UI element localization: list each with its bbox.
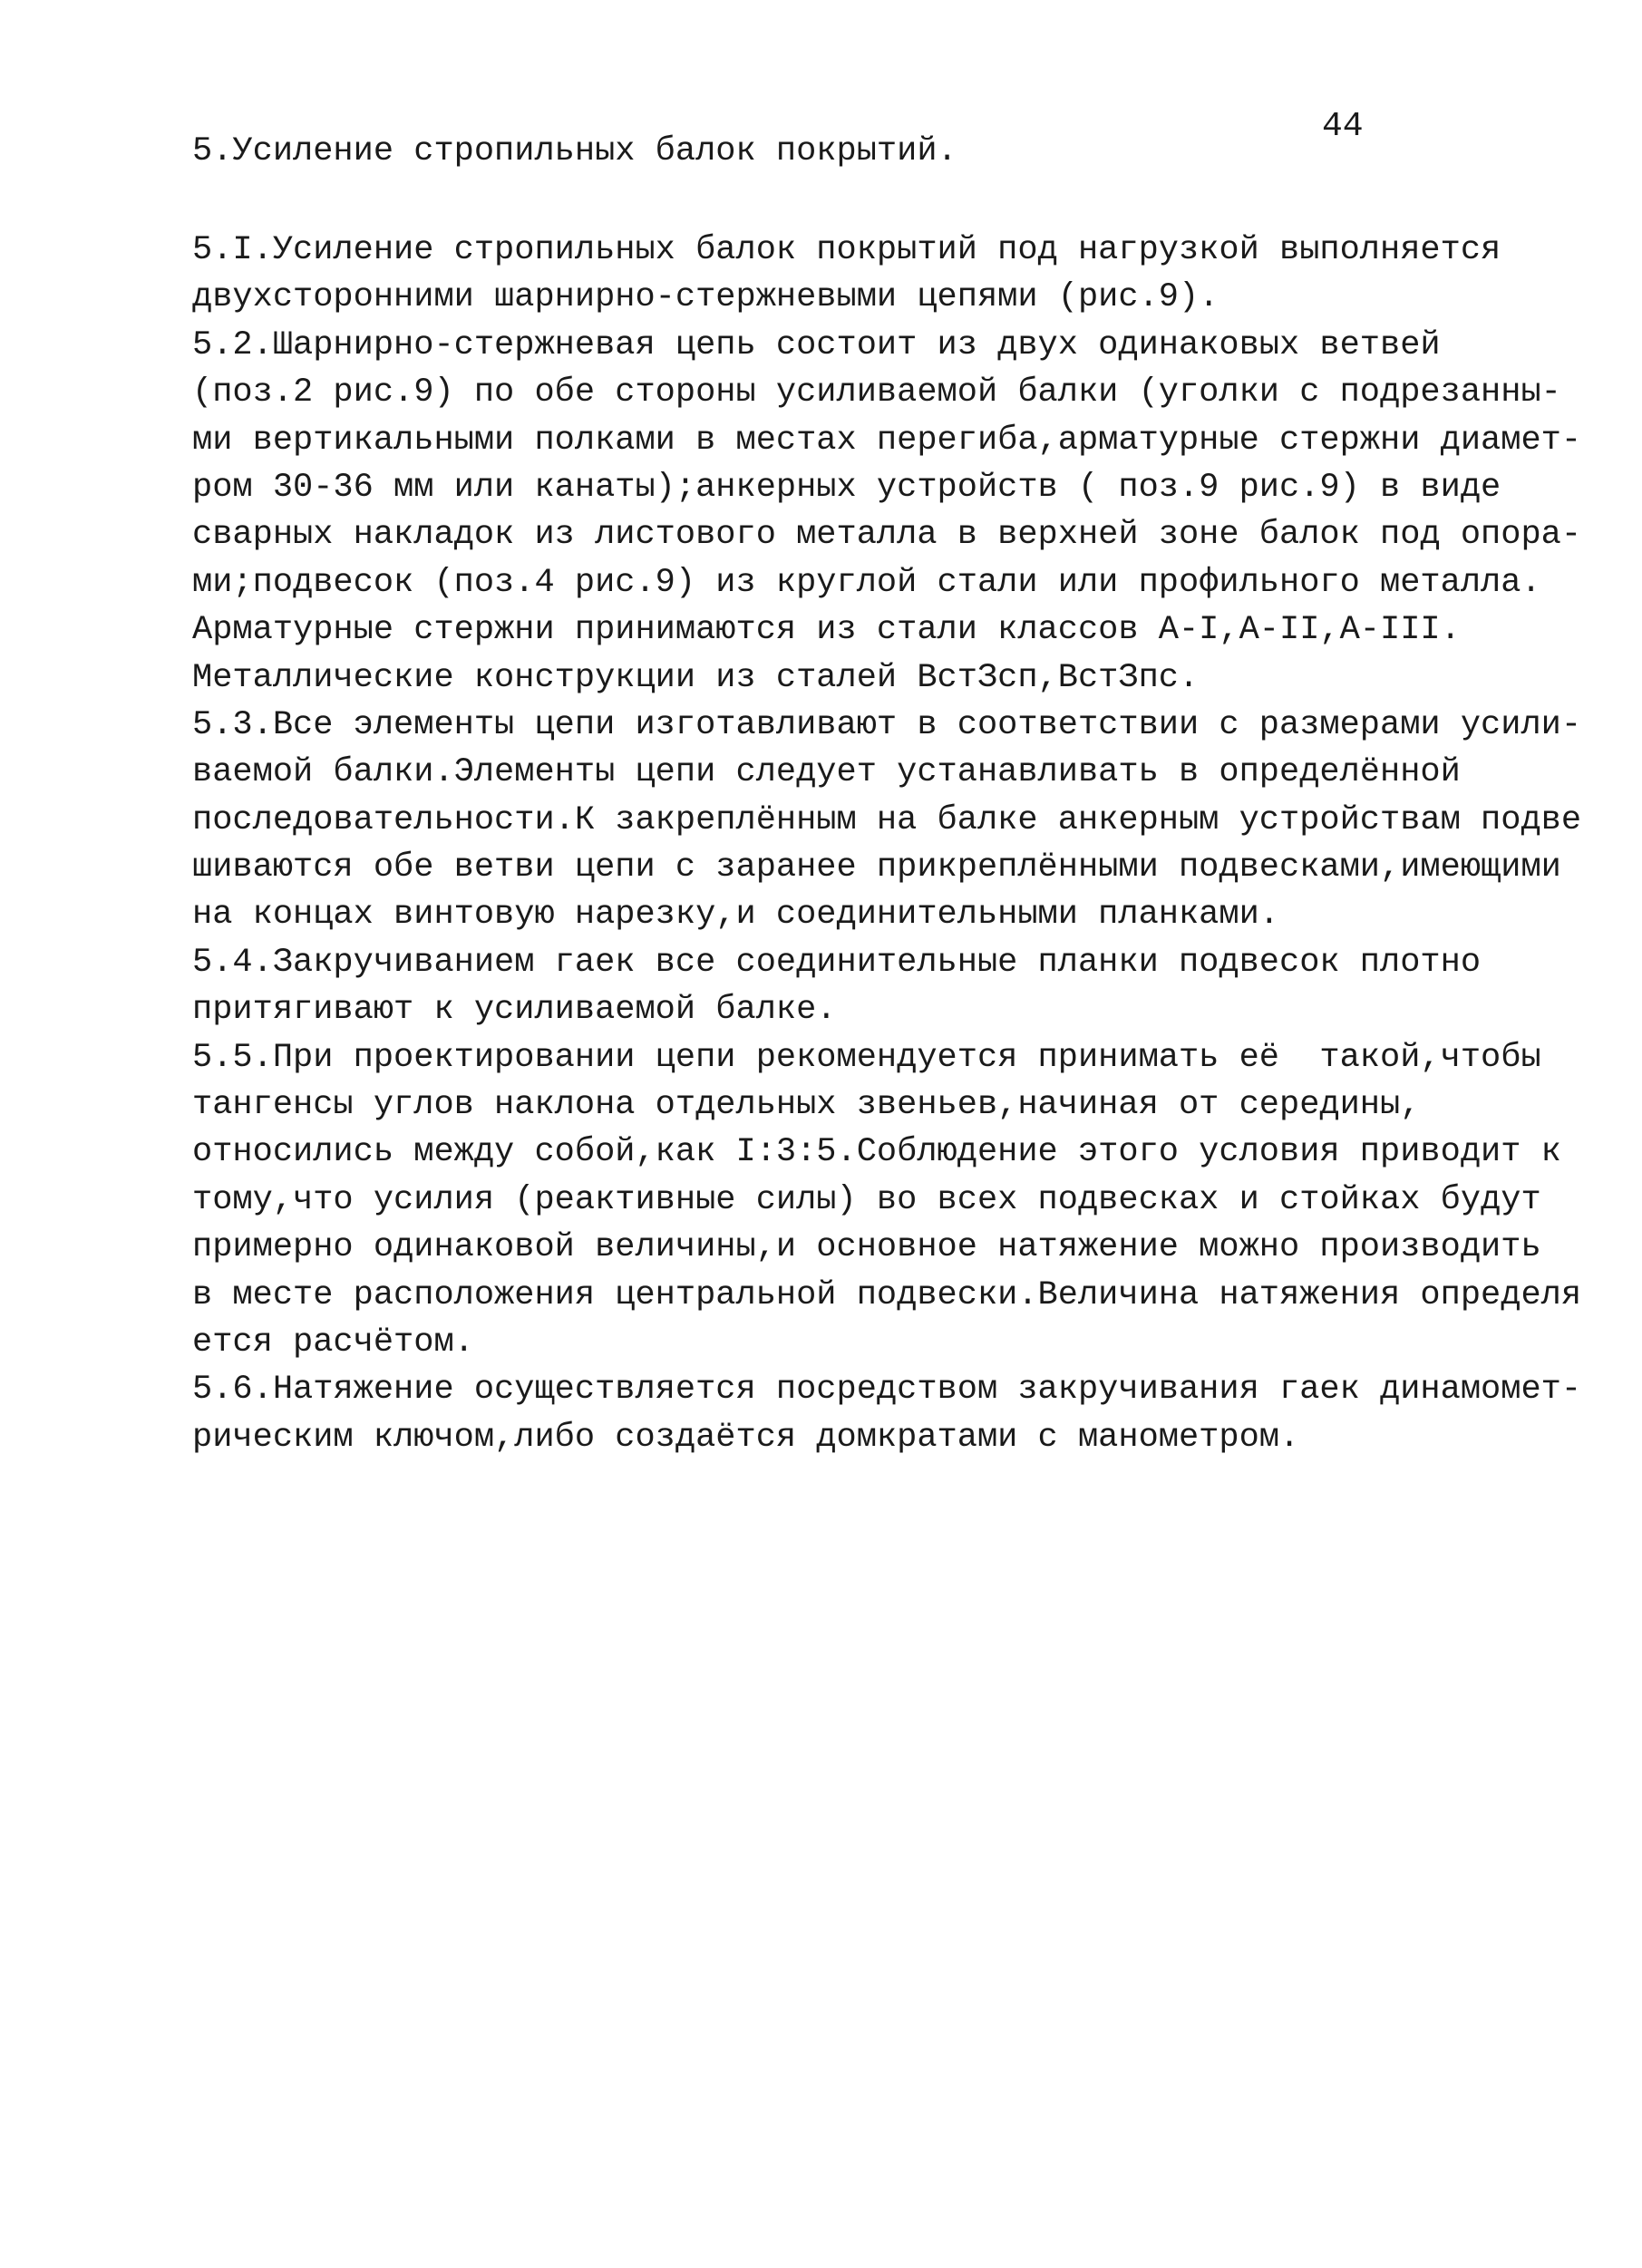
text-line: (поз.2 рис.9) по обе стороны усиливаемой балки (уголки с подрезанны-: [192, 373, 1561, 412]
text-line: ется расчётом.: [192, 1323, 474, 1362]
text-line: 5.I.Усиление стропильных балок покрытий под нагрузкой выполняется: [192, 231, 1501, 269]
text-line: тому,что усилия (реактивные силы) во всех подвесках и стойках будут: [192, 1180, 1541, 1219]
text-line: 5.3.Все элементы цепи изготавливают в соответствии с размерами усили-: [192, 705, 1582, 744]
text-line: 5.6.Натяжение осуществляется посредством закручивания гаек динамомет-: [192, 1371, 1582, 1410]
text-line: Металлические конструкции из сталей ВстЗсп,ВстЗпс.: [192, 658, 1200, 697]
body-text: [192, 227, 1582, 1461]
text-line: последовательности.К закреплённым на балке анкерным устройствам подве: [192, 800, 1582, 839]
page-number: 44: [1322, 107, 1364, 146]
text-line: 5.4.Закручиванием гаек все соединительные планки подвесок плотно: [192, 943, 1482, 982]
text-line: Арматурные стержни принимаются из стали классов А-I,А-II,А-III.: [192, 611, 1461, 650]
text-line: ром 30-36 мм или канаты);анкерных устройств ( поз.9 рис.9) в виде: [192, 468, 1501, 507]
text-line: шиваются обе ветви цепи с заранее прикреплёнными подвесками,имеющими: [192, 848, 1561, 887]
text-line: притягивают к усиливаемой балке.: [192, 991, 837, 1030]
text-line: 5.5.При проектировании цепи рекомендуется принимать её такой,чтобы: [192, 1038, 1541, 1077]
text-line: двухсторонними шарнирно-стержневыми цепями (рис.9).: [192, 278, 1219, 317]
text-line: примерно одинаковой величины,и основное натяжение можно производить: [192, 1228, 1541, 1267]
text-line: тангенсы углов наклона отдельных звеньев,начиная от середины,: [192, 1086, 1421, 1125]
text-line: относились между собой,как I:3:5.Соблюдение этого условия приводит к: [192, 1133, 1561, 1172]
text-line: рическим ключом,либо создаётся домкратами с манометром.: [192, 1418, 1300, 1457]
text-line: ми вертикальными полками в местах перегиба,арматурные стержни диамет-: [192, 421, 1582, 460]
section-heading: 5.Усиление стропильных балок покрытий.: [192, 132, 957, 170]
text-line: ваемой балки.Элементы цепи следует устанавливать в определённой: [192, 753, 1461, 792]
text-line: в месте расположения центральной подвески.Величина натяжения определя: [192, 1275, 1582, 1314]
text-line: 5.2.Шарнирно-стержневая цепь состоит из двух одинаковых ветвей: [192, 325, 1441, 364]
text-line: сварных накладок из листового металла в верхней зоне балок под опора-: [192, 516, 1582, 555]
text-line: ми;подвесок (поз.4 рис.9) из круглой стали или профильного металла.: [192, 563, 1541, 602]
text-line: на концах винтовую нарезку,и соединительными планками.: [192, 896, 1279, 935]
